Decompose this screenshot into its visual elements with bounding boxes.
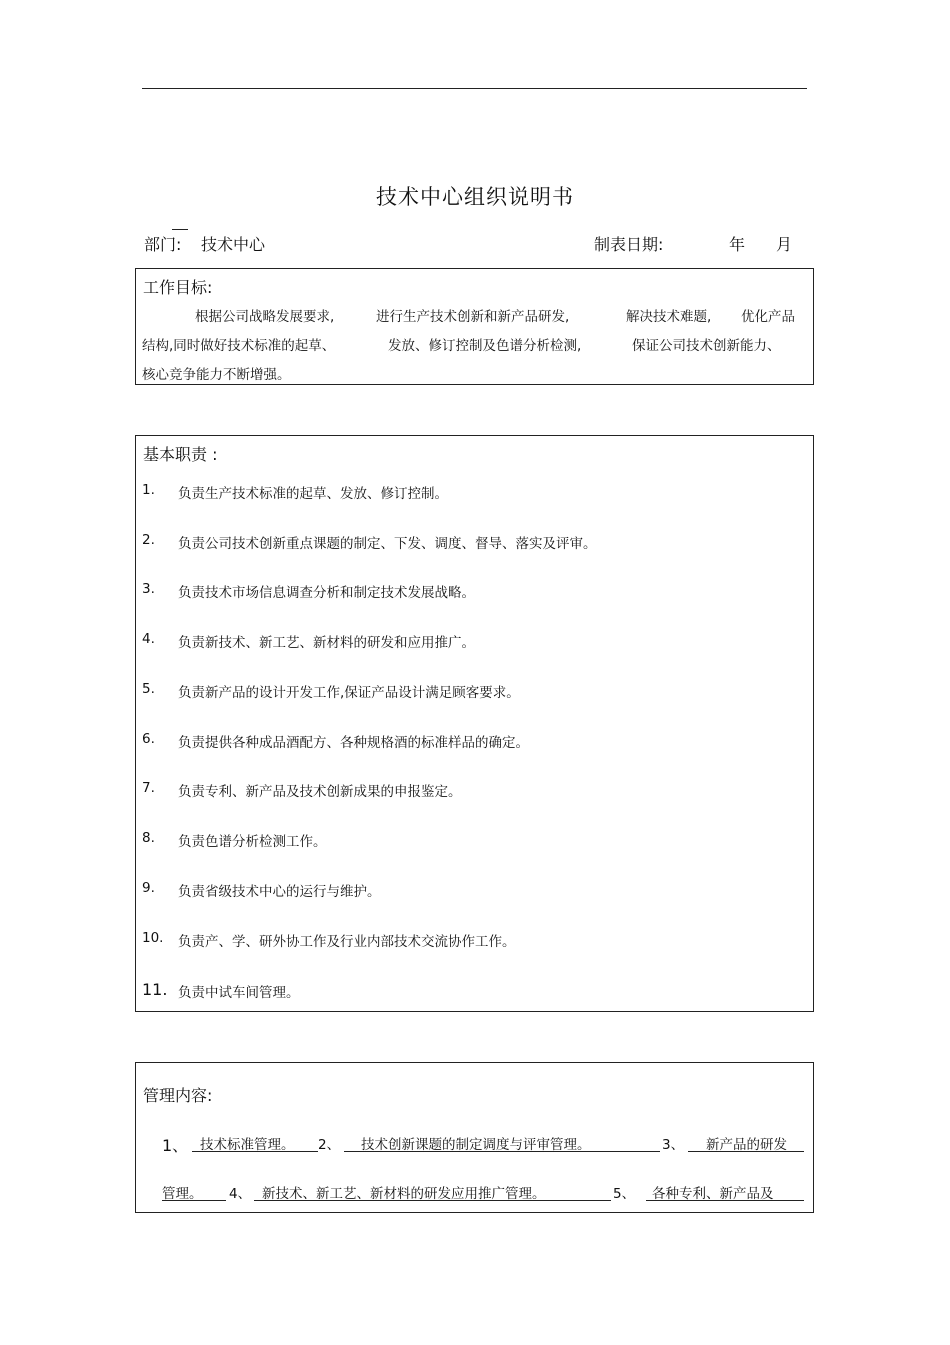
underline [254, 1199, 611, 1201]
underline [344, 1150, 660, 1152]
list-item: 负责专利、新产品及技术创新成果的申报鉴定。 [178, 784, 462, 800]
list-item: 负责生产技术标准的起草、发放、修订控制。 [178, 486, 448, 502]
management-number: 4、 [229, 1186, 252, 1202]
management-item: 各种专利、新产品及 [652, 1186, 774, 1202]
list-item-number: 4. [142, 631, 155, 647]
goal-text: 根据公司战略发展要求, [195, 309, 335, 325]
list-item: 负责提供各种成品酒配方、各种规格酒的标准样品的确定。 [178, 735, 529, 751]
list-item-number: 7. [142, 780, 155, 796]
management-item: 技术标准管理。 [200, 1137, 295, 1153]
goal-text: 保证公司技术创新能力、 [632, 338, 781, 354]
department-value: 技术中心 [201, 235, 266, 254]
list-item-number: 5. [142, 681, 155, 697]
management-number: 2、 [318, 1137, 341, 1153]
department-mark [172, 229, 188, 230]
list-item: 负责新技术、新工艺、新材料的研发和应用推广。 [178, 635, 475, 651]
responsibilities-heading: 基本职责 : [143, 445, 218, 464]
management-number: 1、 [162, 1136, 189, 1155]
top-rule [142, 88, 807, 89]
page-title: 技术中心组织说明书 [376, 185, 574, 209]
management-heading: 管理内容: [143, 1086, 213, 1105]
date-label: 制表日期: [594, 235, 664, 254]
underline [192, 1150, 318, 1152]
list-item: 负责中试车间管理。 [178, 985, 300, 1001]
goal-heading: 工作目标: [143, 278, 213, 297]
list-item-number: 1. [142, 482, 155, 498]
list-item-number: 8. [142, 830, 155, 846]
list-item: 负责色谱分析检测工作。 [178, 834, 327, 850]
list-item-number: 6. [142, 731, 155, 747]
list-item-number: 3. [142, 581, 155, 597]
goal-text: 优化产品 [741, 309, 795, 325]
goal-text: 结构,同时做好技术标准的起草、 [142, 338, 336, 354]
management-item: 技术创新课题的制定调度与评审管理。 [361, 1137, 591, 1153]
goal-text: 解决技术难题, [626, 309, 712, 325]
management-number: 3、 [662, 1137, 685, 1153]
department-label: 部门: [144, 235, 182, 254]
responsibilities-box [135, 435, 814, 1012]
date-month: 月 [776, 235, 793, 254]
management-item: 管理。 [162, 1186, 203, 1202]
goal-text: 核心竞争能力不断增强。 [142, 367, 291, 383]
list-item-number: 11. [142, 980, 168, 999]
management-number: 5、 [613, 1186, 636, 1202]
list-item: 负责省级技术中心的运行与维护。 [178, 884, 381, 900]
list-item: 负责新产品的设计开发工作,保证产品设计满足顾客要求。 [178, 685, 520, 701]
goal-text: 进行生产技术创新和新产品研发, [376, 309, 570, 325]
underline [162, 1199, 226, 1201]
list-item: 负责技术市场信息调查分析和制定技术发展战略。 [178, 585, 475, 601]
list-item-number: 10. [142, 930, 164, 946]
management-item: 新产品的研发 [706, 1137, 787, 1153]
date-year: 年 [729, 235, 746, 254]
list-item-number: 9. [142, 880, 155, 896]
underline [688, 1150, 804, 1152]
list-item-number: 2. [142, 532, 155, 548]
goal-text: 发放、修订控制及色谱分析检测, [388, 338, 582, 354]
management-item: 新技术、新工艺、新材料的研发应用推广管理。 [262, 1186, 546, 1202]
list-item: 负责产、学、研外协工作及行业内部技术交流协作工作。 [178, 934, 516, 950]
underline [646, 1199, 804, 1201]
list-item: 负责公司技术创新重点课题的制定、下发、调度、督导、落实及评审。 [178, 536, 597, 552]
